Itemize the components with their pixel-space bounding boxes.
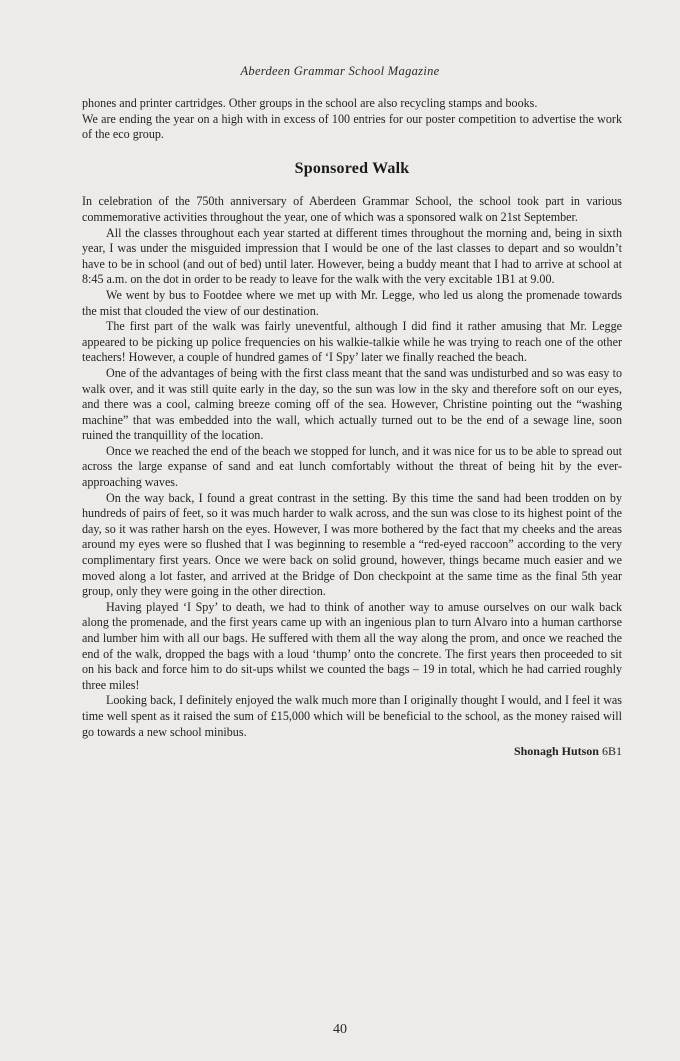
running-header: Aberdeen Grammar School Magazine <box>240 64 440 78</box>
page-number: 40 <box>333 1022 347 1037</box>
intro-paragraph: phones and printer cartridges. Other groups in the school are also recycling stamps and books. <box>82 96 538 110</box>
article-paragraph: One of the advantages of being with the first class meant that the sand was undisturbed and so was easy to walk over, and it was still quite early in the day, so the sun was low in the sky and therefore soft on our eyes, and there was a cool, calming breeze coming off of the sea. However, Christine pointing out the “washing machine” that was embedded into the wall, which actually turned out to be the end of a sewage line, soon ruined the tranquillity of the location. <box>82 365 622 443</box>
article-title: Sponsored Walk <box>294 159 410 177</box>
intro-paragraph: We are ending the year on a high with in excess of 100 entries for our poster competition to advertise the work of the eco group. <box>82 111 622 142</box>
author-name: Shonagh Hutson <box>513 744 599 759</box>
article-paragraph: On the way back, I found a great contrast in the setting. By this time the sand had been trodden on by hundreds of pairs of feet, so it was much harder to walk across, and the sun was close to its highest point of the day, so it was rather harsh on the eyes. However, I was more bothered by the fact that my cheeks and the areas around my eyes were so flushed that I was beginning to resemble a “red-eyed raccoon” according to the very complimentary first years. Once we were back on solid ground, however, things became much easier and we moved along a lot faster, and arrived at the Bridge of Don checkpoint at the same time as the final 5th year group, only they were going in the other direction. <box>82 490 622 599</box>
page-content <box>82 96 622 760</box>
article-paragraph: Having played ‘I Spy’ to death, we had to think of another way to amuse ourselves on our walk back along the promenade, and the first years came up with an ingenious plan to turn Alvaro into a human carthorse and lumber him with all our bags. He suffered with them all the way along the prom, and once we reached the end of the walk, dropped the bags with a loud ‘thump’ onto the concrete. The first years then proceeded to sit on his back and force him to do sit-ups whilst we counted the bags – 19 in total, which he had carried roughly three miles! <box>82 599 622 692</box>
article-paragraph: In celebration of the 750th anniversary of Aberdeen Grammar School, the school took part in various commemorative activities throughout the year, one of which was a sponsored walk on 21st September. <box>82 194 622 224</box>
article-paragraph: We went by bus to Footdee where we met up with Mr. Legge, who led us along the promenade towards the mist that clouded the view of our destination. <box>82 287 622 318</box>
article-paragraph: Once we reached the end of the beach we stopped for lunch, and it was nice for us to be able to spread out across the large expanse of sand and eat lunch comfortably without the threat of being hit by the ever-approaching waves. <box>82 443 622 490</box>
author-signature <box>82 744 622 760</box>
author-class: 6B1 <box>601 744 622 759</box>
article-paragraph: The first part of the walk was fairly uneventful, although I did find it rather amusing that Mr. Legge appeared to be picking up police frequencies on his walkie-talkie while he was trying to reach one of the other teachers! However, a couple of hundred games of ‘I Spy’ later we finally reached the beach. <box>82 319 622 365</box>
article-paragraph: All the classes throughout each year started at different times throughout the morning and, being in sixth year, I was under the misguided impression that I would be one of the last classes to depart and so wouldn’t have to be in school (and out of bed) until later. However, being a buddy meant that I had to arrive at school at 8:45 a.m. on the dot in order to be ready to leave for the walk with the very excitable 1B1 at 9.00. <box>82 225 622 287</box>
article-paragraph: Looking back, I definitely enjoyed the walk much more than I originally thought I would, and I feel it was time well spent as it raised the sum of £15,000 which will be beneficial to the school, as the money raised will go towards a new school minibus. <box>82 693 622 739</box>
